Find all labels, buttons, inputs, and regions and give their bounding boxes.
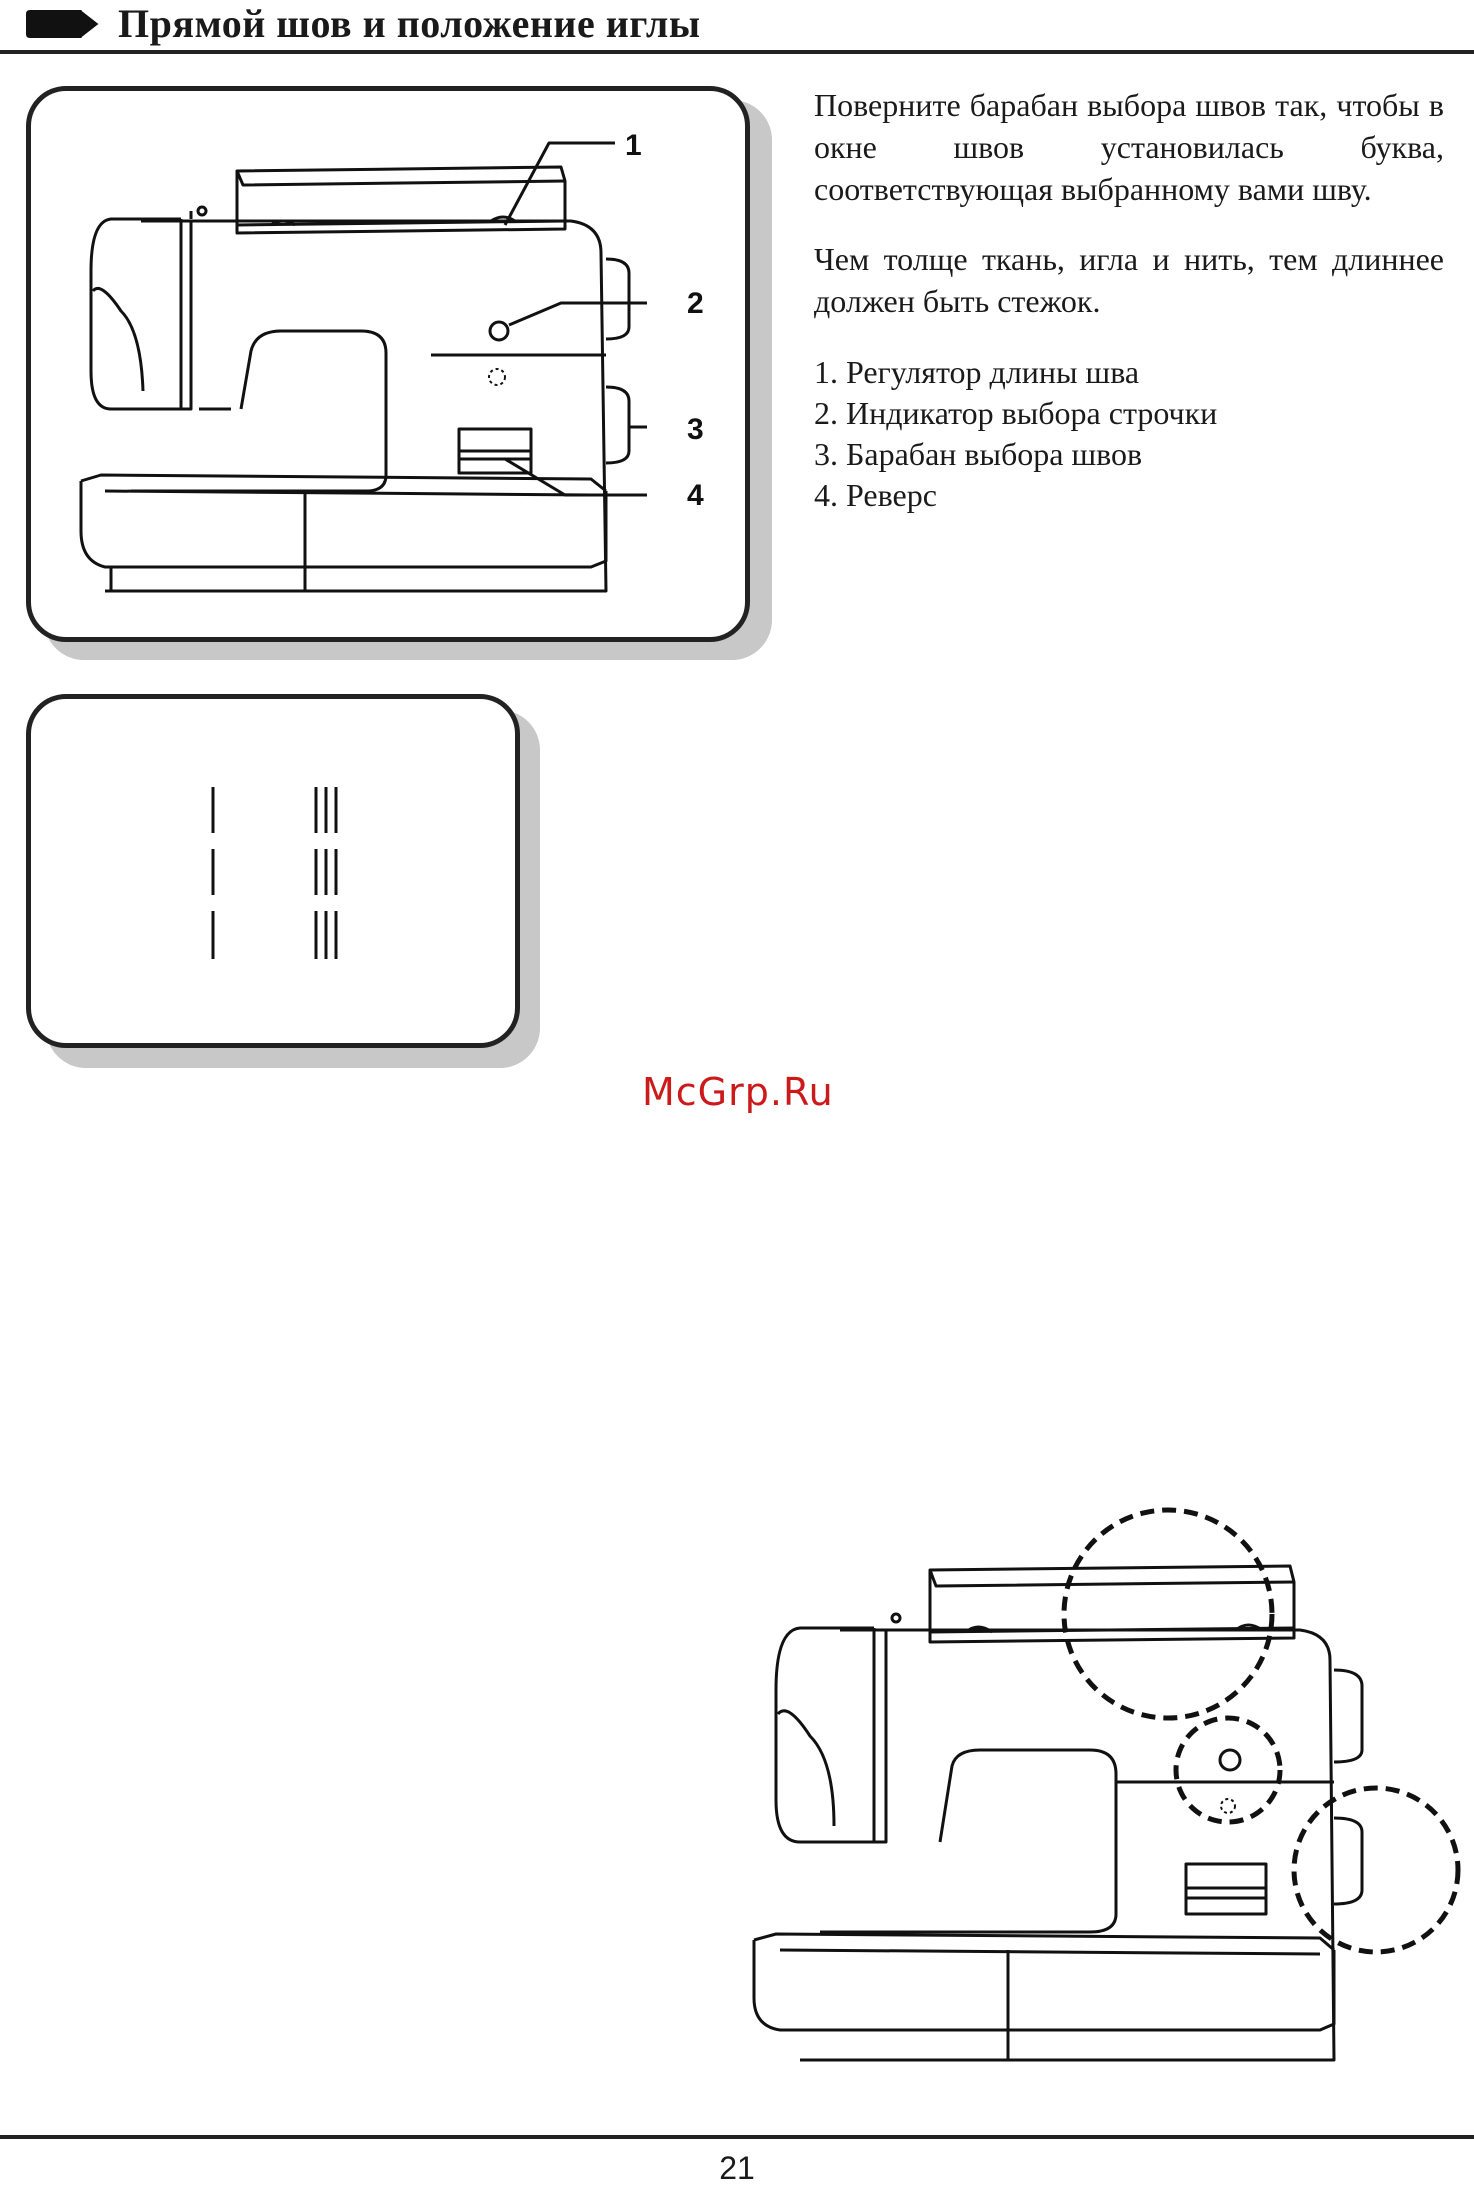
- stitch-sample-panel: [26, 694, 520, 1048]
- page-title: Прямой шов и положение иглы: [118, 1, 701, 46]
- watermark: McGrp.Ru: [642, 1070, 834, 1114]
- footer-divider: [0, 2135, 1474, 2139]
- sewing-machine-illustration: [31, 91, 755, 647]
- parts-legend: [814, 352, 1444, 516]
- header-divider: [0, 50, 1474, 54]
- callout-1: 1: [625, 129, 642, 162]
- pencil-arrow-icon: [26, 6, 102, 42]
- instruction-paragraph-2: Чем толще ткань, игла и нить, тем длиннее должен быть стежок.: [814, 241, 1444, 319]
- instructions-text: [814, 84, 1444, 516]
- straight-stitch-samples: [31, 699, 525, 1053]
- callout-4: 4: [687, 479, 704, 512]
- machine-controls-highlight-illustration: [740, 1470, 1474, 2090]
- legend-item: 3. Барабан выбора швов: [814, 436, 1143, 472]
- legend-item: 4. Реверс: [814, 477, 937, 513]
- instruction-paragraph-1: Поверните барабан выбора швов так, чтобы в окне швов установилась буква, соответствующая выбранному вами шву.: [814, 87, 1444, 207]
- page-header: [0, 0, 1474, 56]
- page-number: 21: [719, 2150, 755, 2186]
- machine-diagram-panel: [26, 86, 750, 642]
- callout-3: 3: [687, 413, 704, 446]
- legend-item: 2. Индикатор выбора строчки: [814, 395, 1218, 431]
- legend-item: 1. Регулятор длины шва: [814, 354, 1140, 390]
- highlight-dial: [1294, 1788, 1458, 1952]
- callout-2: 2: [687, 287, 704, 320]
